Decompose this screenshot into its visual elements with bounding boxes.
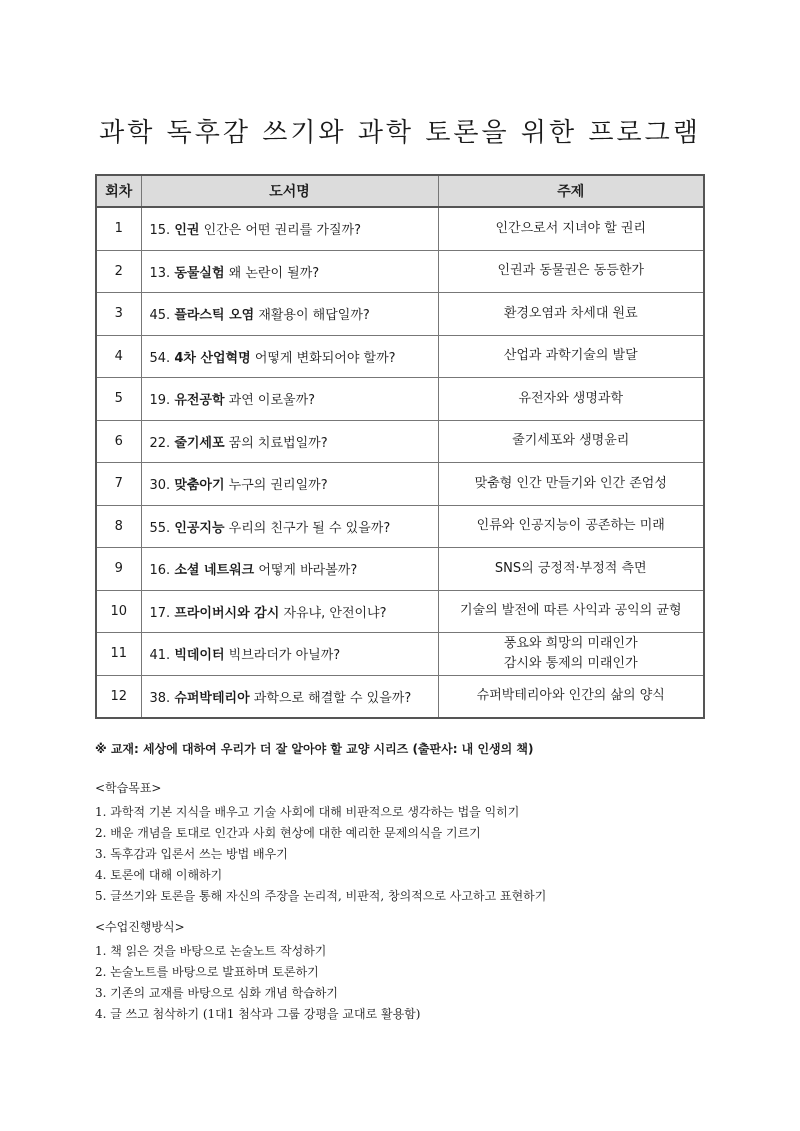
topic-cell xyxy=(438,675,704,718)
topic-cell xyxy=(438,378,704,421)
class-method-list xyxy=(95,941,420,1025)
table-body xyxy=(96,207,704,718)
session-number: 8 xyxy=(96,505,141,548)
topic-cell xyxy=(438,420,704,463)
table-row xyxy=(96,293,704,336)
table-row xyxy=(96,207,704,250)
book-subtitle: 재활용이 해답일까? xyxy=(254,308,370,324)
book-keyword: 동물실험 xyxy=(174,265,225,281)
book-subtitle: 어떻게 변화되어야 할까? xyxy=(250,350,396,366)
book-number: 22. xyxy=(149,435,175,451)
topic-line: 맞춤형 인간 만들기와 인간 존엄성 xyxy=(474,475,667,491)
topic-line: 줄기세포와 생명윤리 xyxy=(512,433,630,449)
topic-cell xyxy=(438,463,704,506)
class-method-item: 4. 글 쓰고 첨삭하기 (1대1 첨삭과 그룹 강평을 교대로 활용함) xyxy=(95,1007,421,1021)
program-table xyxy=(95,174,705,719)
book-number: 13. xyxy=(149,265,175,281)
book-title-cell xyxy=(141,463,438,506)
topic-line: 유전자와 생명과학 xyxy=(518,390,624,406)
page-title: 과학 독후감 쓰기와 과학 토론을 위한 프로그램 xyxy=(99,118,701,148)
topic-cell xyxy=(438,335,704,378)
topic-line: 인간으로서 지녀야 할 권리 xyxy=(495,220,647,236)
topic-cell xyxy=(438,505,704,548)
session-number: 6 xyxy=(96,420,141,463)
book-subtitle: 왜 논란이 될까? xyxy=(224,265,320,281)
learning-goal-item: 1. 과학적 기본 지식을 배우고 기술 사회에 대해 비판적으로 생각하는 법을 익히기 xyxy=(95,805,520,819)
book-number: 17. xyxy=(149,605,175,621)
book-title-cell xyxy=(141,505,438,548)
book-title-cell xyxy=(141,335,438,378)
book-keyword: 프라이버시와 감시 xyxy=(174,605,280,621)
book-subtitle: 과학으로 해결할 수 있을까? xyxy=(249,690,412,706)
session-number: 12 xyxy=(96,675,141,718)
book-subtitle: 꿈의 치료법일까? xyxy=(224,435,328,451)
learning-goals-heading: <학습목표> xyxy=(95,781,162,795)
session-number: 2 xyxy=(96,250,141,293)
book-title-cell xyxy=(141,293,438,336)
book-title-cell xyxy=(141,633,438,676)
book-title-cell xyxy=(141,548,438,591)
topic-cell xyxy=(438,633,704,676)
program-table-container xyxy=(95,174,703,719)
textbook-note: ※ 교재: 세상에 대하여 우리가 더 잘 알아야 할 교양 시리즈 (출판사: 내 인생의 책) xyxy=(95,742,534,756)
table-row xyxy=(96,420,704,463)
book-title-cell xyxy=(141,207,438,250)
topic-line: 인류와 인공지능이 공존하는 미래 xyxy=(476,518,665,534)
book-subtitle: 누구의 권리일까? xyxy=(224,478,328,494)
table-row xyxy=(96,675,704,718)
topic-cell xyxy=(438,293,704,336)
topic-line: 기술의 발전에 따른 사익과 공익의 균형 xyxy=(459,603,682,619)
book-number: 45. xyxy=(149,308,175,324)
topic-cell xyxy=(438,590,704,633)
learning-goal-item: 3. 독후감과 입론서 쓰는 방법 배우기 xyxy=(95,847,288,861)
session-number: 4 xyxy=(96,335,141,378)
book-title-cell xyxy=(141,378,438,421)
topic-line: 슈퍼박테리아와 인간의 삶의 양식 xyxy=(476,688,665,704)
table-row xyxy=(96,378,704,421)
book-keyword: 맞춤아기 xyxy=(174,478,225,494)
book-subtitle: 어떻게 바라볼까? xyxy=(254,563,358,579)
book-number: 38. xyxy=(149,690,175,706)
topic-line: 환경오염과 차세대 원료 xyxy=(503,305,638,321)
book-number: 41. xyxy=(149,648,175,664)
class-method-heading: <수업진행방식> xyxy=(95,920,185,934)
topic-line: 풍요와 희망의 미래인가 xyxy=(503,635,638,651)
learning-goal-item: 2. 배운 개념을 토대로 인간과 사회 현상에 대한 예리한 문제의식을 기르기 xyxy=(95,826,481,840)
session-number: 10 xyxy=(96,590,141,633)
book-title-cell xyxy=(141,590,438,633)
book-subtitle: 빅브라더가 아닐까? xyxy=(224,648,341,664)
book-number: 54. xyxy=(149,350,175,366)
table-row xyxy=(96,463,704,506)
table-row xyxy=(96,633,704,676)
book-subtitle: 자유냐, 안전이냐? xyxy=(279,605,387,621)
book-keyword: 4차 산업혁명 xyxy=(174,350,251,366)
book-subtitle: 우리의 친구가 될 수 있을까? xyxy=(224,520,391,536)
session-number: 9 xyxy=(96,548,141,591)
session-number: 7 xyxy=(96,463,141,506)
topic-cell xyxy=(438,207,704,250)
topic-line: 인권과 동물권은 동등한가 xyxy=(497,263,644,279)
book-keyword: 유전공학 xyxy=(174,393,225,409)
session-number: 11 xyxy=(96,633,141,676)
topic-line: SNS의 긍정적·부정적 측면 xyxy=(494,560,647,576)
header-session: 회차 xyxy=(96,175,141,207)
class-method-item: 3. 기존의 교재를 바탕으로 심화 개념 학습하기 xyxy=(95,986,338,1000)
class-method-item: 2. 논술노트를 바탕으로 발표하며 토론하기 xyxy=(95,965,319,979)
book-number: 15. xyxy=(149,223,175,239)
book-number: 55. xyxy=(149,520,175,536)
table-row xyxy=(96,250,704,293)
class-method-item: 1. 책 읽은 것을 바탕으로 논술노트 작성하기 xyxy=(95,944,327,958)
book-number: 30. xyxy=(149,478,175,494)
learning-goal-item: 4. 토론에 대해 이해하기 xyxy=(95,868,223,882)
table-row xyxy=(96,505,704,548)
learning-goals-section xyxy=(95,778,546,907)
book-number: 19. xyxy=(149,393,175,409)
book-keyword: 빅데이터 xyxy=(174,648,225,664)
topic-line: 감시와 통제의 미래인가 xyxy=(503,655,638,671)
header-topic: 주제 xyxy=(438,175,704,207)
table-row xyxy=(96,590,704,633)
book-keyword: 인공지능 xyxy=(174,520,225,536)
book-number: 16. xyxy=(149,563,175,579)
header-book-title: 도서명 xyxy=(141,175,438,207)
book-title-cell xyxy=(141,250,438,293)
table-header-row xyxy=(96,175,704,207)
book-keyword: 소셜 네트워크 xyxy=(174,563,255,579)
class-method-section xyxy=(95,917,420,1025)
topic-cell xyxy=(438,250,704,293)
topic-line: 산업과 과학기술의 발달 xyxy=(503,348,638,364)
book-keyword: 줄기세포 xyxy=(174,435,225,451)
book-keyword: 인권 xyxy=(174,223,200,239)
book-subtitle: 과연 이로울까? xyxy=(224,393,316,409)
book-title-cell xyxy=(141,675,438,718)
table-row xyxy=(96,335,704,378)
table-row xyxy=(96,548,704,591)
book-keyword: 플라스틱 오염 xyxy=(174,308,255,324)
session-number: 1 xyxy=(96,207,141,250)
book-subtitle: 인간은 어떤 권리를 가질까? xyxy=(199,223,362,239)
session-number: 3 xyxy=(96,293,141,336)
book-title-cell xyxy=(141,420,438,463)
session-number: 5 xyxy=(96,378,141,421)
book-keyword: 슈퍼박테리아 xyxy=(174,690,250,706)
learning-goal-item: 5. 글쓰기와 토론을 통해 자신의 주장을 논리적, 비판적, 창의적으로 사고하고 표현하기 xyxy=(95,889,547,903)
topic-cell xyxy=(438,548,704,591)
learning-goals-list xyxy=(95,802,546,907)
